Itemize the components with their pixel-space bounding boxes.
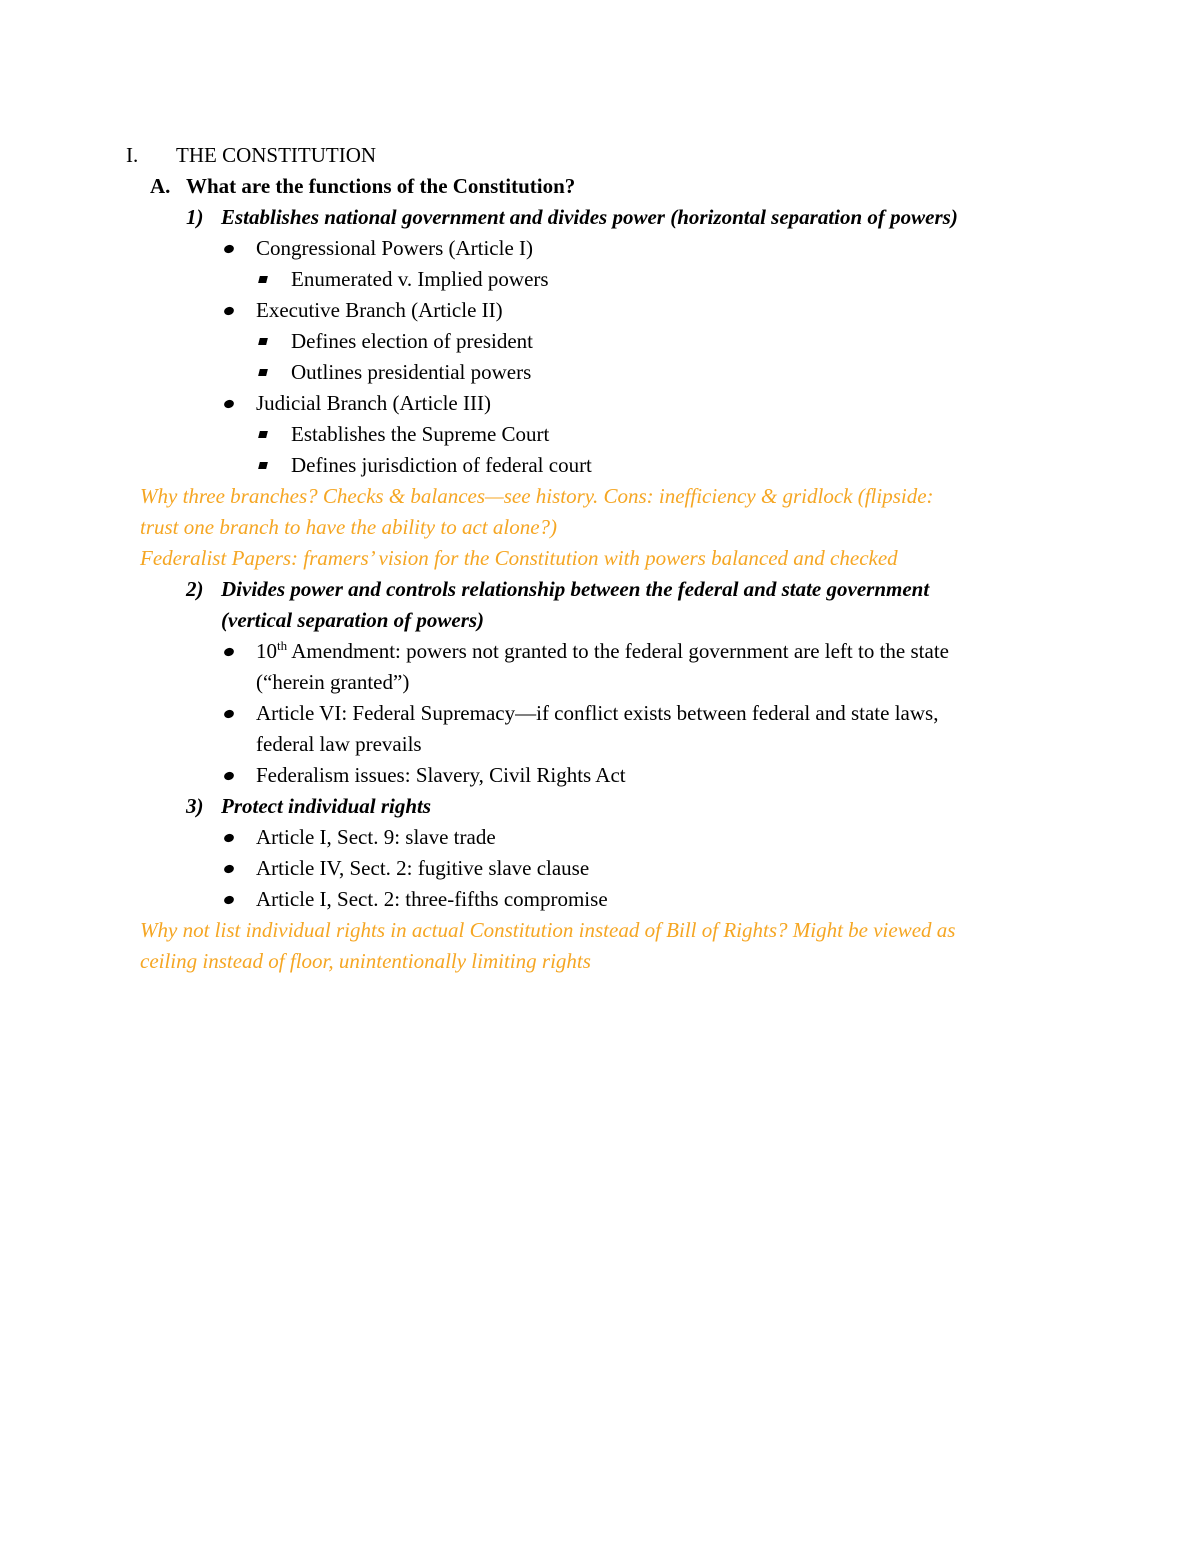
subsection-letter: A.	[150, 174, 171, 198]
section-numeral: I.	[126, 143, 139, 167]
annotation-note	[0, 512, 1200, 543]
list-item	[0, 760, 1200, 791]
list-item-text: Judicial Branch (Article III)	[256, 391, 491, 415]
point-title: Divides power and controls relationship between the federal and state government	[221, 577, 930, 601]
point-number: 3)	[186, 794, 204, 818]
round-bullet-icon	[224, 233, 236, 264]
list-item	[0, 822, 1200, 853]
point-title: Protect individual rights	[221, 794, 432, 818]
ordinal-suffix: th	[277, 638, 288, 653]
list-item-text: Article I, Sect. 2: three-fifths compromise	[256, 887, 608, 911]
list-item-text-continued: (“herein granted”)	[256, 670, 410, 694]
point-number: 2)	[186, 577, 204, 601]
round-bullet-icon	[224, 760, 236, 791]
annotation-text: Why three branches? Checks & balances—see history. Cons: inefficiency & gridlock (flipside:	[140, 484, 934, 508]
list-item	[0, 233, 1200, 264]
round-bullet-icon	[224, 884, 236, 915]
list-item-text: Executive Branch (Article II)	[256, 298, 503, 322]
point-title: Establishes national government and divides power (horizontal separation of powers)	[221, 205, 958, 229]
square-bullet-icon	[259, 357, 271, 388]
outline	[0, 140, 1200, 977]
sub-list-item	[0, 419, 1200, 450]
sub-list-item	[0, 357, 1200, 388]
list-item-text: Article IV, Sect. 2: fugitive slave clause	[256, 856, 590, 880]
sub-list-item-text: Defines election of president	[291, 329, 533, 353]
square-bullet-icon	[259, 264, 271, 295]
sub-list-item	[0, 326, 1200, 357]
round-bullet-icon	[224, 295, 236, 326]
list-item	[0, 388, 1200, 419]
list-item-continued	[0, 667, 1200, 698]
point-heading	[0, 202, 1200, 233]
point-heading-continued	[0, 605, 1200, 636]
point-heading	[0, 574, 1200, 605]
sub-list-item-text: Enumerated v. Implied powers	[291, 267, 549, 291]
annotation-text: trust one branch to have the ability to act alone?)	[140, 515, 558, 539]
annotation-note	[0, 915, 1200, 946]
round-bullet-icon	[224, 853, 236, 884]
list-item	[0, 884, 1200, 915]
square-bullet-icon	[259, 326, 271, 357]
square-bullet-icon	[259, 450, 271, 481]
ordinal-number: 10	[256, 639, 277, 663]
section-heading	[0, 140, 1200, 171]
annotation-note	[0, 946, 1200, 977]
subsection-title: What are the functions of the Constitution?	[186, 174, 576, 198]
section-title: THE CONSTITUTION	[176, 143, 377, 167]
annotation-text: Why not list individual rights in actual Constitution instead of Bill of Rights? Might be viewed as	[140, 918, 956, 942]
subsection-heading	[0, 171, 1200, 202]
annotation-text: ceiling instead of floor, unintentionally limiting rights	[140, 949, 591, 973]
list-item-text-rest: Amendment: powers not granted to the federal government are left to the state	[287, 639, 949, 663]
round-bullet-icon	[224, 698, 236, 729]
annotation-text: Federalist Papers: framers’ vision for the Constitution with powers balanced and checked	[140, 546, 898, 570]
annotation-note	[0, 481, 1200, 512]
sub-list-item-text: Defines jurisdiction of federal court	[291, 453, 592, 477]
point-title-continued: (vertical separation of powers)	[221, 608, 485, 632]
round-bullet-icon	[224, 388, 236, 419]
list-item-text: Congressional Powers (Article I)	[256, 236, 534, 260]
round-bullet-icon	[224, 822, 236, 853]
list-item	[0, 636, 1200, 667]
sub-list-item-text: Establishes the Supreme Court	[291, 422, 550, 446]
annotation-note	[0, 543, 1200, 574]
point-heading	[0, 791, 1200, 822]
sub-list-item	[0, 264, 1200, 295]
list-item-text: Article VI: Federal Supremacy—if conflict exists between federal and state laws,	[256, 701, 939, 725]
sub-list-item-text: Outlines presidential powers	[291, 360, 532, 384]
list-item	[0, 295, 1200, 326]
list-item-text: Federalism issues: Slavery, Civil Rights Act	[256, 763, 626, 787]
round-bullet-icon	[224, 636, 236, 667]
list-item-text-continued: federal law prevails	[256, 732, 422, 756]
list-item-text	[256, 636, 949, 667]
list-item-continued	[0, 729, 1200, 760]
list-item	[0, 698, 1200, 729]
list-item-text: Article I, Sect. 9: slave trade	[256, 825, 496, 849]
sub-list-item	[0, 450, 1200, 481]
square-bullet-icon	[259, 419, 271, 450]
list-item	[0, 853, 1200, 884]
point-number: 1)	[186, 205, 204, 229]
